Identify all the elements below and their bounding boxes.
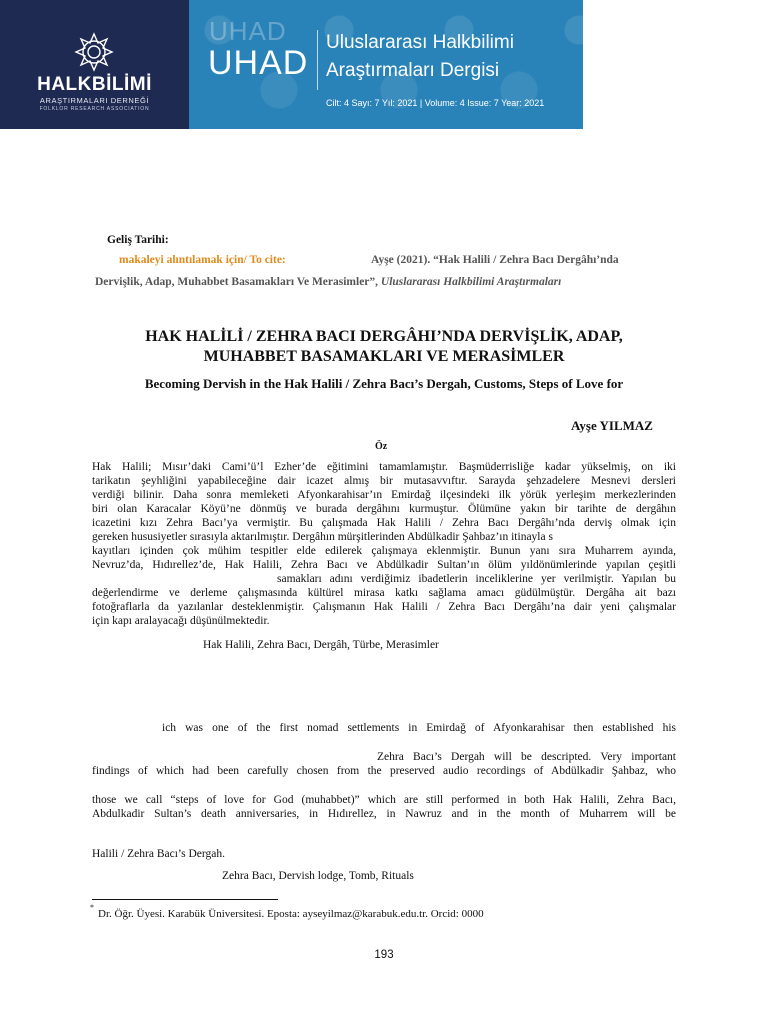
keywords-tr: Hak Halili, Zehra Bacı, Dergâh, Türbe, Merasimler — [203, 639, 439, 651]
abstract-line: samakları adını verdiğimiz ibadetlerin inceliklerine yer verilmiştir. Yapılan bu — [277, 573, 676, 585]
article-subtitle-en: Becoming Dervish in the Hak Halili / Zehra Bacı’s Dergah, Customs, Steps of Love for — [144, 376, 624, 391]
abstract-line: icazetini kızı Zehra Bacı’ya vermiştir. Bu çalışmada Hak Halili / Zehra Bacı Dergâhı’nda derviş olmak için — [92, 517, 676, 529]
abstract-line: tarikatın şeyhliğini yapabileceğine dair icazet almış bir mutasavvıftır. Sarayda şehzadelere Mesnevi dersleri — [92, 475, 676, 487]
citation-text-1: Ayşe (2021). “Hak Halili / Zehra Bacı Dergâhı’nda — [371, 254, 619, 266]
cite-label: makaleyi alıntılamak için/ To cite: — [119, 254, 286, 266]
association-logo-panel — [0, 0, 189, 129]
abstract-heading: Öz — [375, 441, 388, 452]
journal-title-line2: Araştırmaları Dergisi — [326, 60, 500, 81]
association-english-name: FOLKLOR RESEARCH ASSOCIATION — [39, 106, 150, 112]
association-name: HALKBİLİMİ — [37, 74, 152, 95]
abstract-en-line: Zehra Bacı’s Dergah will be descripted. Very important — [377, 751, 676, 763]
citation-text-2 — [95, 276, 561, 288]
abstract-en-line: Abdulkadir Sultan’s death anniversaries, in Hıdırellez, in Nawruz and in the month of Muharrem will be — [92, 808, 676, 820]
citation-text-2-body: Dervişlik, Adap, Muhabbet Basamakları Ve Merasimler”, — [95, 276, 379, 288]
abstract-line: kayıtları içinden çok mühim tespitler elde edilerek çalışmaya eklenmiştir. Bunun yanı sıra Muharrem ayında, — [92, 545, 676, 557]
abstract-en-line: those we call “steps of love for God (muhabbet)” which are still performed in both Hak Halili, Zehra Bacı, — [92, 794, 676, 806]
abstract-line: fotoğraflarla da yazılanlar desteklenmiştir. Çalışmanın Hak Halili / Zehra Bacı Dergâhı’na dair yeni çalışmalar — [92, 601, 676, 613]
citation-journal: Uluslararası Halkbilimi Araştırmaları — [380, 276, 562, 288]
abstract-line: için kapı aralayacağı düşünülmektedir. — [92, 615, 270, 627]
footnote-marker: * — [90, 903, 94, 912]
abstract-en-line: ich was one of the first nomad settlements in Emirdağ of Afyonkarahisar then established his — [162, 722, 676, 734]
abstract-en-line: Halili / Zehra Bacı’s Dergah. — [92, 848, 225, 860]
footnote-rule — [92, 899, 278, 900]
author-name: Ayşe YILMAZ — [571, 418, 653, 433]
abstract-line: değerlendirme ve derleme çalışmasında kültürel mirasa katkı sağlama amacı güdülmüştür. Dergâha ait bazı — [92, 587, 676, 599]
banner-divider — [317, 30, 318, 90]
ornament-logo-icon — [60, 30, 128, 74]
abstract-line: biri olan Karacalar Köyü’ne dönmüş ve burada dergâhını kurmuştur. Ölümüne yakın bir tarihte de dergâhın — [92, 503, 676, 515]
page-number: 193 — [374, 949, 394, 961]
article-title-line1: HAK HALİLİ / ZEHRA BACI DERGÂHI’NDA DERVİŞLİK, ADAP, — [145, 328, 623, 345]
abstract-line: Nevruz’da, Hıdırellez’de, Hak Halili, Zehra Bacı ve Abdülkadir Sultan’ın ölüm yıldönümlerinde yapılan çeşitli — [92, 559, 676, 571]
abstract-en-line: findings of which had been carefully chosen from the preserved audio recordings of Abdülkadir Şahbaz, who — [92, 765, 676, 777]
acronym-watermark: UHAD — [209, 16, 287, 46]
article-title-line2: MUHABBET BASAMAKLARI VE MERASİMLER — [203, 348, 565, 365]
received-date-label: Geliş Tarihi: — [107, 234, 169, 246]
footnote-text: Dr. Öğr. Üyesi. Karabük Üniversitesi. Eposta: ayseyilmaz@karabuk.edu.tr. Orcid: 0000 — [98, 908, 484, 920]
journal-title-line1: Uluslararası Halkbilimi — [326, 32, 514, 53]
abstract-line: Hak Halili; Mısır’daki Cami’ü’l Ezher’de eğitimini tamamlamıştır. Başmüderrisliğe kadar yükselmiş, on iki — [92, 461, 676, 473]
abstract-line: verdiği bilinir. Daha sonra memleketi Afyonkarahisar’ın Emirdağ ilçesindeki ilk yörük yerleşim merkezlerinden — [92, 489, 676, 501]
journal-title-panel — [189, 0, 583, 129]
journal-banner — [0, 0, 583, 129]
keywords-en: Zehra Bacı, Dervish lodge, Tomb, Rituals — [222, 870, 414, 882]
journal-acronym: UHAD — [208, 44, 309, 82]
abstract-line: gereken hususiyetler sırasıyla aktarılmıştır. Dergâhın mürşitlerinden Abdülkadir Şahbaz’ın itinayla s — [92, 531, 553, 543]
issue-info: Cilt: 4 Sayı: 7 Yıl: 2021 | Volume: 4 Issue: 7 Year: 2021 — [326, 98, 545, 108]
association-subtitle: ARAŞTIRMALARI DERNEĞİ — [39, 96, 150, 105]
